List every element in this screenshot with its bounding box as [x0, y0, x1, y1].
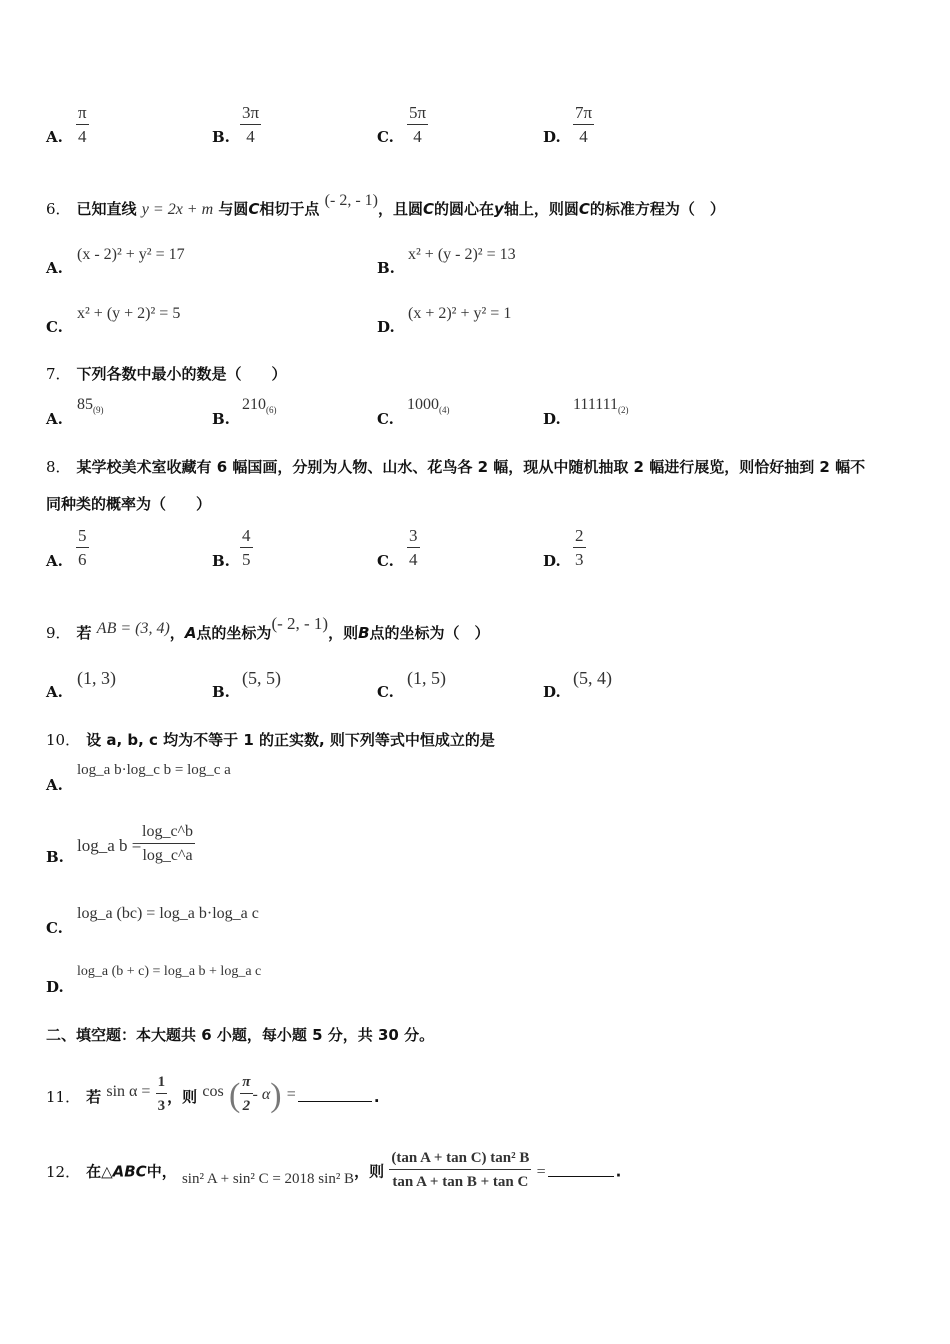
option-coordinate: (5, 4) — [573, 668, 612, 688]
answer-blank[interactable] — [298, 1101, 372, 1102]
option-label: A. — [46, 128, 63, 146]
question-8-stem: 8． 某学校美术室收藏有 6 幅国画，分别为人物、山水、花鸟各 2 幅，现从中随机抽取 2 幅进行展览，则恰好抽到 2 幅不 — [46, 458, 866, 476]
option-equation: log_a (b + c) = log_a b + log_a c — [77, 964, 262, 979]
sin-expression: sin α = — [106, 1083, 151, 1100]
option-equation: (x - 2)² + y² = 17 — [77, 246, 185, 263]
fraction-pi-over-two: $\frac{\pi}{2}$ — [242, 1073, 251, 1114]
section-heading: 二、填空题：本大题共 6 小题，每小题 5 分，共 30 分。 — [46, 1026, 435, 1044]
option-fraction: $\frac{7\pi}{4}$ — [575, 103, 593, 146]
option-label: A. — [46, 776, 63, 794]
option-fraction: $\frac{5\pi}{4}$ — [409, 103, 427, 146]
tangent-point: (- 2, - 1) — [324, 192, 378, 209]
option-fraction: $\frac{\log\_c\^{}b}{\log\_c\^{}a}$ — [142, 823, 194, 864]
option-label: B. — [212, 683, 230, 701]
option-coordinate: (1, 5) — [407, 668, 446, 688]
question-9-stem: 9． 若 AB = (3, 4)，A点的坐标为(- 2, - 1)，则B点的坐标为（ ） — [46, 614, 490, 642]
option-equation: (x + 2)² + y² = 1 — [408, 305, 512, 322]
option-fraction: $\frac{\pi}{4}$ — [78, 103, 87, 146]
question-10-stem: 10． 设 a, b, c 均为不等于 1 的正实数, 则下列等式中恒成立的是 — [46, 731, 495, 749]
question-7-stem: 7． 下列各数中最小的数是（ ） — [46, 365, 287, 383]
option-label: D. — [543, 410, 561, 428]
option-number: $1000_{(4)}$ — [407, 396, 450, 416]
option-equation: log_a b·log_c b = log_c a — [77, 762, 231, 778]
option-label: A. — [46, 410, 63, 428]
option-label: B. — [46, 848, 64, 866]
option-label: D. — [377, 318, 395, 336]
option-label: B. — [212, 128, 230, 146]
option-equation: x² + (y - 2)² = 13 — [408, 246, 516, 263]
question-11-stem: 11． 若 sin α = $\frac{1}{3}$ ，则 cos ( $\frac{\pi}{2}$ - α) = . — [46, 1073, 380, 1114]
option-label: D. — [543, 128, 561, 146]
option-label: A. — [46, 683, 63, 701]
option-label: C. — [46, 318, 63, 336]
option-fraction: $\frac{5}{6}$ — [78, 526, 87, 569]
option-label: D. — [46, 978, 64, 996]
option-label: C. — [377, 410, 394, 428]
option-label: B. — [377, 259, 395, 277]
option-label: C. — [377, 552, 394, 570]
option-label: C. — [46, 919, 63, 937]
point-a-coordinate: (- 2, - 1) — [271, 614, 329, 633]
option-label: C. — [377, 128, 394, 146]
answer-blank[interactable] — [548, 1176, 614, 1177]
option-fraction: $\frac{3}{4}$ — [409, 526, 418, 569]
option-number: $85_{(9)}$ — [77, 396, 104, 416]
option-number: $111111_{(2)}$ — [573, 396, 629, 416]
tangent-fraction: $\frac{\text{(tan A + tan C) tan² B}}{\text{tan A + tan B + tan C}}$ — [391, 1150, 530, 1190]
option-number: $210_{(6)}$ — [242, 396, 277, 416]
option-fraction: $\frac{3\pi}{4}$ — [242, 103, 260, 146]
option-equation-left: log_a b = — [77, 836, 142, 855]
option-label: B. — [212, 552, 230, 570]
question-12-stem: 12． 在△ABC中， sin² A + sin² C = 2018 sin² B，则 $\frac{\text{(tan A + tan C) tan² B}}{\text{tan A + tan B + tan C}}$ = . — [46, 1150, 622, 1190]
question-6-stem: 6． 已知直线 y = 2x + m 与圆C相切于点 (- 2, - 1)，且圆C的圆心在y轴上，则圆C的标准方程为（ ） — [46, 192, 725, 218]
option-equation: log_a (bc) = log_a b·log_a c — [77, 905, 259, 922]
option-label: B. — [212, 410, 230, 428]
question-8-stem-continued: 同种类的概率为（ ） — [46, 495, 212, 513]
fraction-one-third: $\frac{1}{3}$ — [157, 1073, 166, 1114]
option-label: D. — [543, 683, 561, 701]
option-coordinate: (5, 5) — [242, 668, 281, 688]
option-fraction: $\frac{2}{3}$ — [575, 526, 584, 569]
option-coordinate: (1, 3) — [77, 668, 116, 688]
option-label: A. — [46, 259, 63, 277]
option-label: D. — [543, 552, 561, 570]
cos-expression: cos — [202, 1083, 224, 1100]
option-fraction: $\frac{4}{5}$ — [242, 526, 251, 569]
vector-ab: AB = (3, 4) — [96, 620, 170, 637]
option-label: A. — [46, 552, 63, 570]
option-equation: x² + (y + 2)² = 5 — [77, 305, 181, 322]
triangle-condition: sin² A + sin² C = 2018 sin² B — [181, 1170, 355, 1187]
option-label: C. — [377, 683, 394, 701]
line-equation: y = 2x + m — [141, 201, 214, 218]
